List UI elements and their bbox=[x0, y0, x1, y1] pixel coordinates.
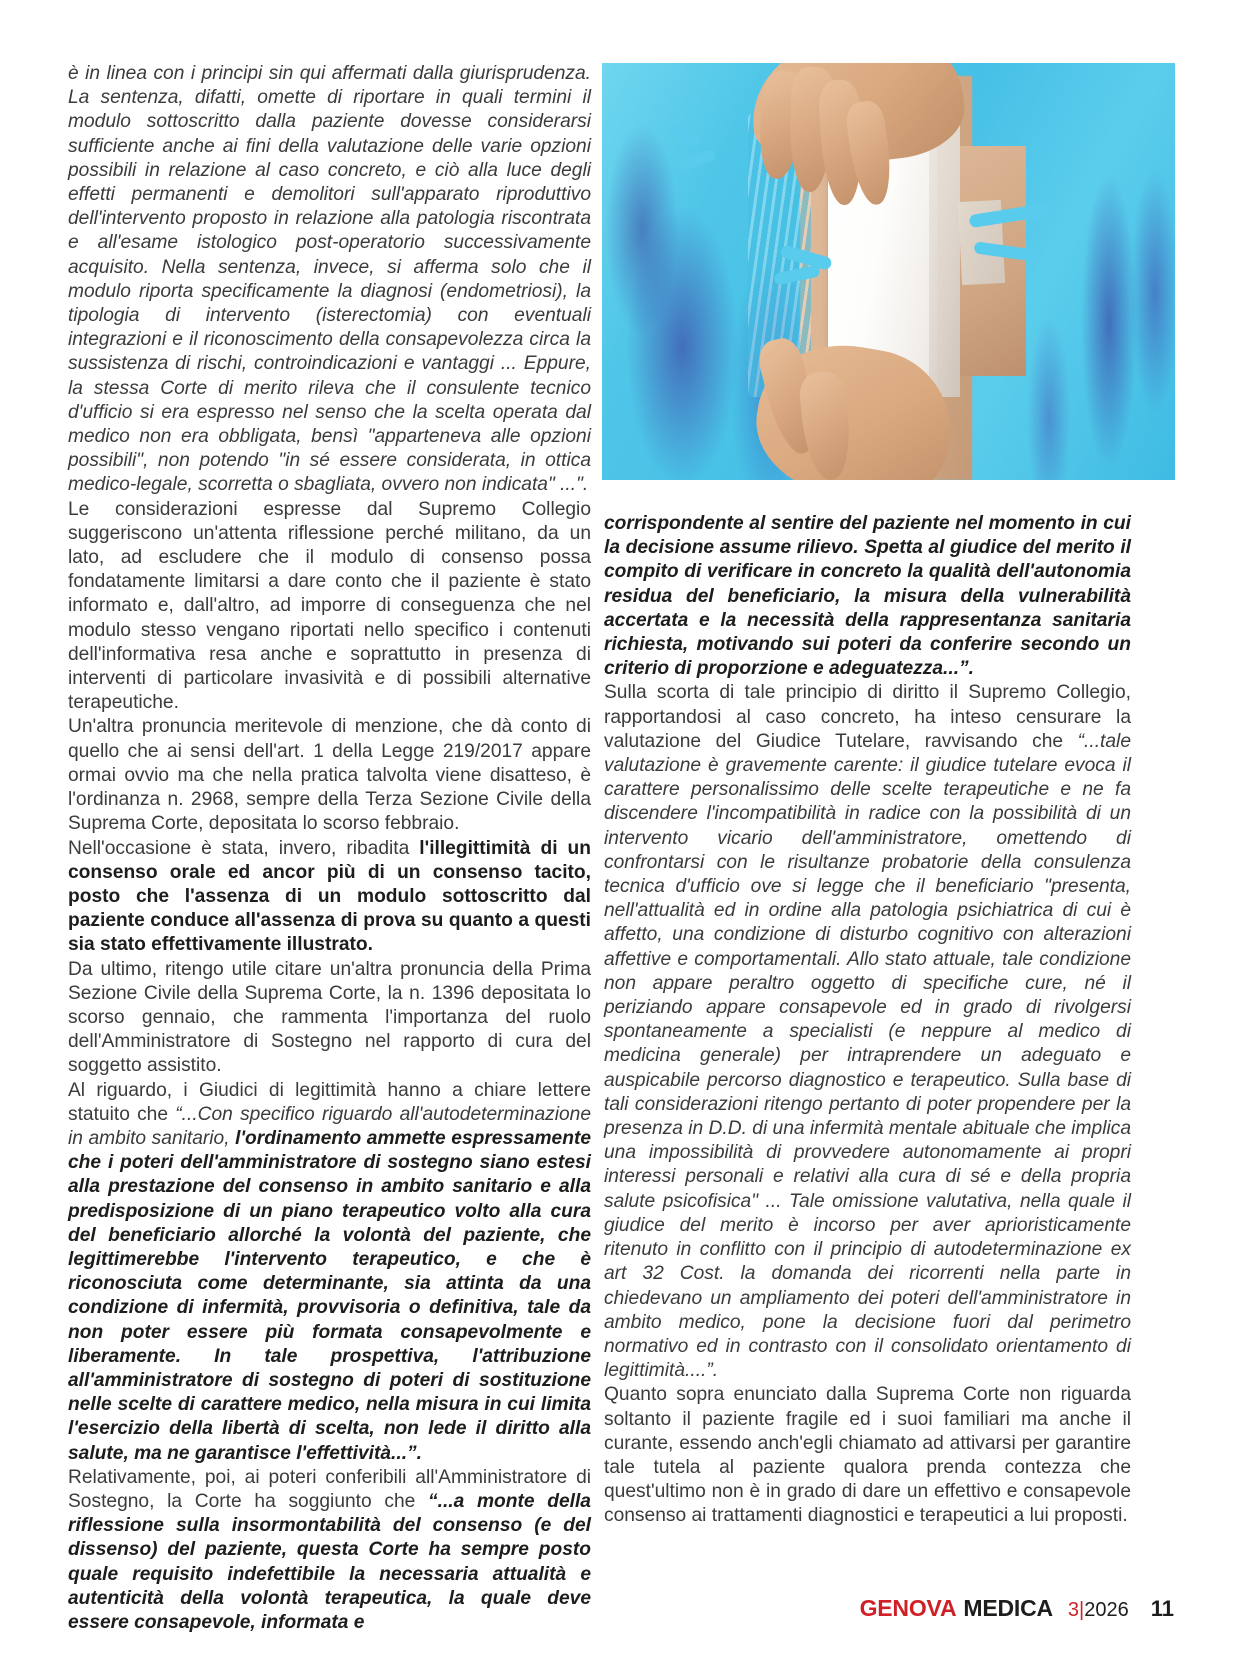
paragraph-run-bold-italic: “...a monte della riflessione sulla insormontabilità del consenso (e del dissenso) del paziente, questa Corte ha sempre posto quale requisito indefettibile la necessaria attualità e autenticità della volontà terapeutica, la quale deve essere consapevole, informata e bbox=[68, 1490, 591, 1633]
paragraph-run-roman: Un'altra pronuncia meritevole di menzione, che dà conto di quello che ai sensi dell'art. 1 della Legge 219/2017 appare ormai ovvio ma che nella pratica talvolta viene disatteso, è l'ordinanza n. 2968, sempre della Terza Sezione Civile della Suprema Corte, depositata lo scorso febbraio. bbox=[68, 716, 591, 835]
surgical-dressing-photo bbox=[602, 63, 1175, 480]
paragraph bbox=[68, 1079, 591, 1466]
paragraph-run-italic: è in linea con i principi sin qui affermati dalla giurisprudenza. La sentenza, difatti, omette di riportare in quali termini il modulo sottoscritto dalla paziente dovesse considerarsi sufficiente anche ai fini della valutazione delle varie opzioni possibili in relazione al caso concreto, e ciò alla luce degli effetti permanenti e demolitori sull'apparato riproduttivo dell'intervento proposto in relazione alla patologia riscontrata e all'esame istologico post-operatorio successivamente acquisito. Nella sentenza, invece, si afferma solo che il modulo riporta specificamente la diagnosi (endometriosi), la tipologia di intervento (isterectomia) con eventuali integrazioni e il riconoscimento della consapevolezza circa la sussistenza di rischi, controindicazioni e vantaggi ... Eppure, la stessa Corte di merito rileva che il consulente tecnico d'ufficio si era espresso nel senso che la scelta operata dal medico non era obbligata, bensì "apparteneva alle opzioni possibili", non potendo "in sé essere considerata, in ottica medico-legale, scorretta o sbagliata, ovvero non indicata" ...". bbox=[68, 63, 591, 496]
paragraph bbox=[604, 512, 1131, 681]
paragraph bbox=[68, 837, 591, 958]
issue-identifier bbox=[1068, 1599, 1129, 1622]
left-text-column bbox=[68, 62, 591, 1635]
paragraph-run-italic: “...tale valutazione è gravemente carente: il giudice tutelare evoca il carattere personalissimo delle scelte terapeutiche e ne fa discendere l'incompatibilità in radice con la possibilità di un intervento vicario dell'amministratore, omettendo di confrontarsi con le risultanze probatorie della consulenza tecnica d'ufficio ove si legge che il beneficiario "presenta, nell'attualità ed in ordine alla patologia psichiatrica di cui è affetto, una condizione di disturbo cognitivo con alterazioni affettive e comportamentali. Allo stato attuale, tale condizione non appare peraltro oggetto di specifiche cure, né il periziando appare consapevole ed in grado di rivolgersi spontaneamente a specialisti (e neppure al medico di medicina generale) per intraprendere un adeguato e auspicabile percorso diagnostico e terapeutico. Sulla base di tali considerazioni ritengo pertanto di poter propendere per la presenza in D.D. di una infermità mentale abituale che implica una impossibilità di provvedere autonomamente ai propri interessi personali e relativi alla cura di sé e della propria salute psicofisica" ... Tale omissione valutativa, nella quale il giudice del merito è incorso per aver aprioristicamente ritenuto in conflitto con il principio di autodeterminazione ex art 32 Cost. la domanda dei ricorrenti nella parte in chiedevano un ampliamento dei poteri dell'amministratore in ambito medico, pone la decisione fuori dal perimetro normativo ed in contrasto con il consolidato orientamento di legittimità....”. bbox=[604, 730, 1131, 1382]
paragraph-run-roman: Nell'occasione è stata, invero, ribadita bbox=[68, 837, 420, 859]
paragraph-run-bold-italic: corrispondente al sentire del paziente nel momento in cui la decisione assume rilievo. Spetta al giudice del merito il compito di verificare in concreto la qualità dell'autonomia residua del beneficiario, la misura della vulnerabilità accertata e la necessità della rappresentanza sanitaria richiesta, motivando sui poteri da conferire secondo un criterio di proporzione e adeguatezza...”. bbox=[604, 513, 1131, 680]
issue-year: 2026 bbox=[1084, 1599, 1129, 1621]
issue-separator: | bbox=[1079, 1599, 1085, 1621]
paragraph-run-roman: Le considerazioni espresse dal Supremo Collegio suggeriscono un'attenta riflessione perché militano, da un lato, ad escludere che il modulo di consenso possa fondatamente limitarsi a dare conto che il paziente è stato informato e, dall'altro, ad imporre di conseguenza che nel modulo stesso vengano riportati nello specifico i contenuti dell'informativa resa anche e soprattutto in presenza di interventi di particolare invasività e di possibili alternative terapeutiche. bbox=[68, 498, 591, 714]
issue-number: 3 bbox=[1067, 1599, 1080, 1621]
paragraph-run-roman: Sulla scorta di tale principio di diritto il Supremo Collegio, rapportandosi al caso concreto, ha inteso censurare la valutazione del Giudice Tutelare, ravvisando che bbox=[604, 682, 1131, 752]
paragraph bbox=[68, 715, 591, 836]
page-footer bbox=[860, 1595, 1174, 1622]
page-number: 11 bbox=[1150, 1596, 1174, 1621]
paragraph-run-italic: “...Con specifico riguardo all'autodeterminazione in ambito sanitario, bbox=[68, 1103, 591, 1149]
paragraph-run-bold: l'illegittimità di un consenso orale ed ancor più di un consenso tacito, posto che l'assenza di un modulo sottoscritto dal paziente conduce all'assenza di prova su quanto a questi sia stato effettivamente illustrato. bbox=[68, 837, 591, 956]
paragraph bbox=[68, 1466, 591, 1635]
paragraph-run-bold-italic: l'ordinamento ammette espressamente che i poteri dell'amministratore di sostegno siano estesi alla prestazione del consenso in ambito sanitario e alla predisposizione di un piano terapeutico volto alla cura del beneficiario allorché la volontà del paziente, che legittimerebbe l'intervento terapeutico, e che è riconosciuta come determinante, sia attinta da una condizione di infermità, provvisoria o definitiva, tale da non poter essere più formata consapevolmente e liberamente. In tale prospettiva, l'attribuzione all'amministratore di sostegno di poteri di sostituzione nelle scelte di carattere medico, nella misura in cui limita l'esercizio della libertà di scelta, non lede il diritto alla salute, ma ne garantisce l'effettività...”. bbox=[68, 1127, 592, 1464]
paragraph bbox=[604, 1383, 1131, 1528]
brand-genova: GENOVA bbox=[859, 1595, 957, 1621]
paragraph-run-roman: Quanto sopra enunciato dalla Suprema Corte non riguarda soltanto il paziente fragile ed i suoi familiari ma anche il curante, essendo anch'egli chiamato ad attivarsi per garantire tale tutela al paziente qualora prenda contezza che quest'ultimo non è in grado di dare un effettivo e consapevole consenso ai trattamenti diagnostici e terapeutici a lui proposti. bbox=[604, 1384, 1131, 1527]
paragraph-run-roman: Da ultimo, ritengo utile citare un'altra pronuncia della Prima Sezione Civile della Suprema Corte, la n. 1396 depositata lo scorso gennaio, che rammenta l'importanza del ruolo dell'Amministratore di Sostegno nel rapporto di cura del soggetto assistito. bbox=[68, 958, 591, 1077]
paragraph-run-roman: Al riguardo, i Giudici di legittimità hanno a chiare lettere statuito che bbox=[68, 1079, 591, 1125]
paragraph bbox=[68, 62, 591, 498]
right-text-column bbox=[604, 512, 1131, 1529]
brand-medica: MEDICA bbox=[963, 1595, 1053, 1621]
paragraph bbox=[68, 498, 591, 716]
paragraph-run-roman: Relativamente, poi, ai poteri conferibili all'Amministratore di Sostegno, la Corte ha soggiunto che bbox=[68, 1466, 591, 1512]
paragraph bbox=[604, 681, 1131, 1383]
paragraph bbox=[68, 958, 591, 1079]
